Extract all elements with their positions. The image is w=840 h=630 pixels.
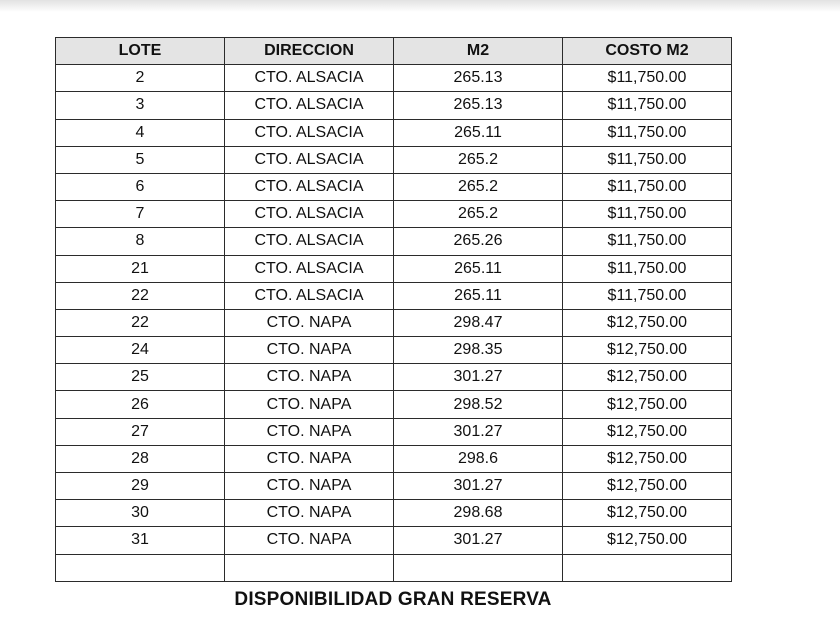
cell-lote: 27	[56, 418, 225, 445]
table-row	[56, 173, 732, 200]
cell-direccion: CTO. NAPA	[225, 364, 394, 391]
table-row	[56, 228, 732, 255]
cell-m2: 301.27	[394, 473, 563, 500]
cell-direccion: CTO. NAPA	[225, 337, 394, 364]
cell-lote: 31	[56, 527, 225, 554]
cell-direccion: CTO. ALSACIA	[225, 255, 394, 282]
cell-costo-m2: $11,750.00	[563, 119, 732, 146]
availability-sheet	[55, 37, 731, 582]
table-row	[56, 473, 732, 500]
cell-direccion: CTO. ALSACIA	[225, 173, 394, 200]
cell-lote: 6	[56, 173, 225, 200]
table-row	[56, 146, 732, 173]
cell-m2: 265.11	[394, 255, 563, 282]
cell-lote: 29	[56, 473, 225, 500]
cell-direccion: CTO. NAPA	[225, 309, 394, 336]
header-costo-m2: COSTO M2	[563, 38, 732, 65]
cell-direccion: CTO. NAPA	[225, 473, 394, 500]
table-row	[56, 119, 732, 146]
cell-m2: 265.2	[394, 173, 563, 200]
table-row	[56, 309, 732, 336]
header-direccion: DIRECCION	[225, 38, 394, 65]
cell-direccion: CTO. ALSACIA	[225, 228, 394, 255]
cell-costo-m2: $12,750.00	[563, 391, 732, 418]
cell-lote: 4	[56, 119, 225, 146]
table-row	[56, 92, 732, 119]
table-row	[56, 201, 732, 228]
header-lote: LOTE	[56, 38, 225, 65]
cell-direccion: CTO. ALSACIA	[225, 119, 394, 146]
cell-m2: 265.11	[394, 282, 563, 309]
cell-m2: 298.68	[394, 500, 563, 527]
cell-lote: 2	[56, 65, 225, 92]
table-row	[56, 527, 732, 554]
cell-costo-m2: $11,750.00	[563, 146, 732, 173]
table-row	[56, 282, 732, 309]
table-row	[56, 500, 732, 527]
cell-lote: 8	[56, 228, 225, 255]
cell-m2: 298.47	[394, 309, 563, 336]
cell-costo-m2: $11,750.00	[563, 282, 732, 309]
cell-m2: 265.2	[394, 146, 563, 173]
cell-lote: 26	[56, 391, 225, 418]
cell-lote: 7	[56, 201, 225, 228]
cell-costo-m2: $11,750.00	[563, 92, 732, 119]
cell-costo-m2: $12,750.00	[563, 473, 732, 500]
cell-costo-m2: $12,750.00	[563, 445, 732, 472]
cell-lote: 28	[56, 445, 225, 472]
table-row	[56, 445, 732, 472]
cell-direccion: CTO. NAPA	[225, 391, 394, 418]
table-row	[56, 418, 732, 445]
cell-costo-m2: $12,750.00	[563, 309, 732, 336]
cell-direccion: CTO. ALSACIA	[225, 146, 394, 173]
cell-lote: 22	[56, 282, 225, 309]
cell-m2: 265.11	[394, 119, 563, 146]
table-row	[56, 337, 732, 364]
cell-m2: 301.27	[394, 527, 563, 554]
cell-direccion: CTO. NAPA	[225, 445, 394, 472]
cell-m2: 265.13	[394, 92, 563, 119]
cell-costo-m2: $11,750.00	[563, 173, 732, 200]
cell-lote	[56, 554, 225, 581]
cell-direccion: CTO. ALSACIA	[225, 201, 394, 228]
cell-m2: 298.35	[394, 337, 563, 364]
cell-costo-m2: $12,750.00	[563, 527, 732, 554]
cell-lote: 24	[56, 337, 225, 364]
cell-m2: 298.6	[394, 445, 563, 472]
cell-costo-m2: $12,750.00	[563, 364, 732, 391]
cell-direccion: CTO. NAPA	[225, 527, 394, 554]
table-header-row	[56, 38, 732, 65]
table-row	[56, 255, 732, 282]
cell-costo-m2	[563, 554, 732, 581]
cell-lote: 30	[56, 500, 225, 527]
cell-costo-m2: $11,750.00	[563, 65, 732, 92]
cell-costo-m2: $11,750.00	[563, 255, 732, 282]
table-row	[56, 391, 732, 418]
cell-lote: 3	[56, 92, 225, 119]
cell-direccion: CTO. NAPA	[225, 418, 394, 445]
cell-lote: 21	[56, 255, 225, 282]
cell-m2: 265.13	[394, 65, 563, 92]
cell-m2: 265.26	[394, 228, 563, 255]
cell-costo-m2: $11,750.00	[563, 228, 732, 255]
table-body	[56, 65, 732, 582]
cell-lote: 25	[56, 364, 225, 391]
cell-costo-m2: $12,750.00	[563, 337, 732, 364]
table-row	[56, 364, 732, 391]
cell-m2: 298.52	[394, 391, 563, 418]
cell-costo-m2: $12,750.00	[563, 418, 732, 445]
header-m2: M2	[394, 38, 563, 65]
cell-lote: 5	[56, 146, 225, 173]
cell-m2: 301.27	[394, 364, 563, 391]
cell-m2	[394, 554, 563, 581]
cell-costo-m2: $12,750.00	[563, 500, 732, 527]
cell-direccion: CTO. NAPA	[225, 500, 394, 527]
cell-costo-m2: $11,750.00	[563, 201, 732, 228]
cell-direccion: CTO. ALSACIA	[225, 282, 394, 309]
table-row	[56, 554, 732, 581]
cell-direccion: CTO. ALSACIA	[225, 65, 394, 92]
top-edge-shadow	[0, 0, 840, 12]
cell-direccion	[225, 554, 394, 581]
table-row	[56, 65, 732, 92]
cell-direccion: CTO. ALSACIA	[225, 92, 394, 119]
page-caption: DISPONIBILIDAD GRAN RESERVA	[234, 589, 552, 610]
cell-m2: 301.27	[394, 418, 563, 445]
cell-m2: 265.2	[394, 201, 563, 228]
cell-lote: 22	[56, 309, 225, 336]
lot-availability-table	[55, 37, 732, 582]
